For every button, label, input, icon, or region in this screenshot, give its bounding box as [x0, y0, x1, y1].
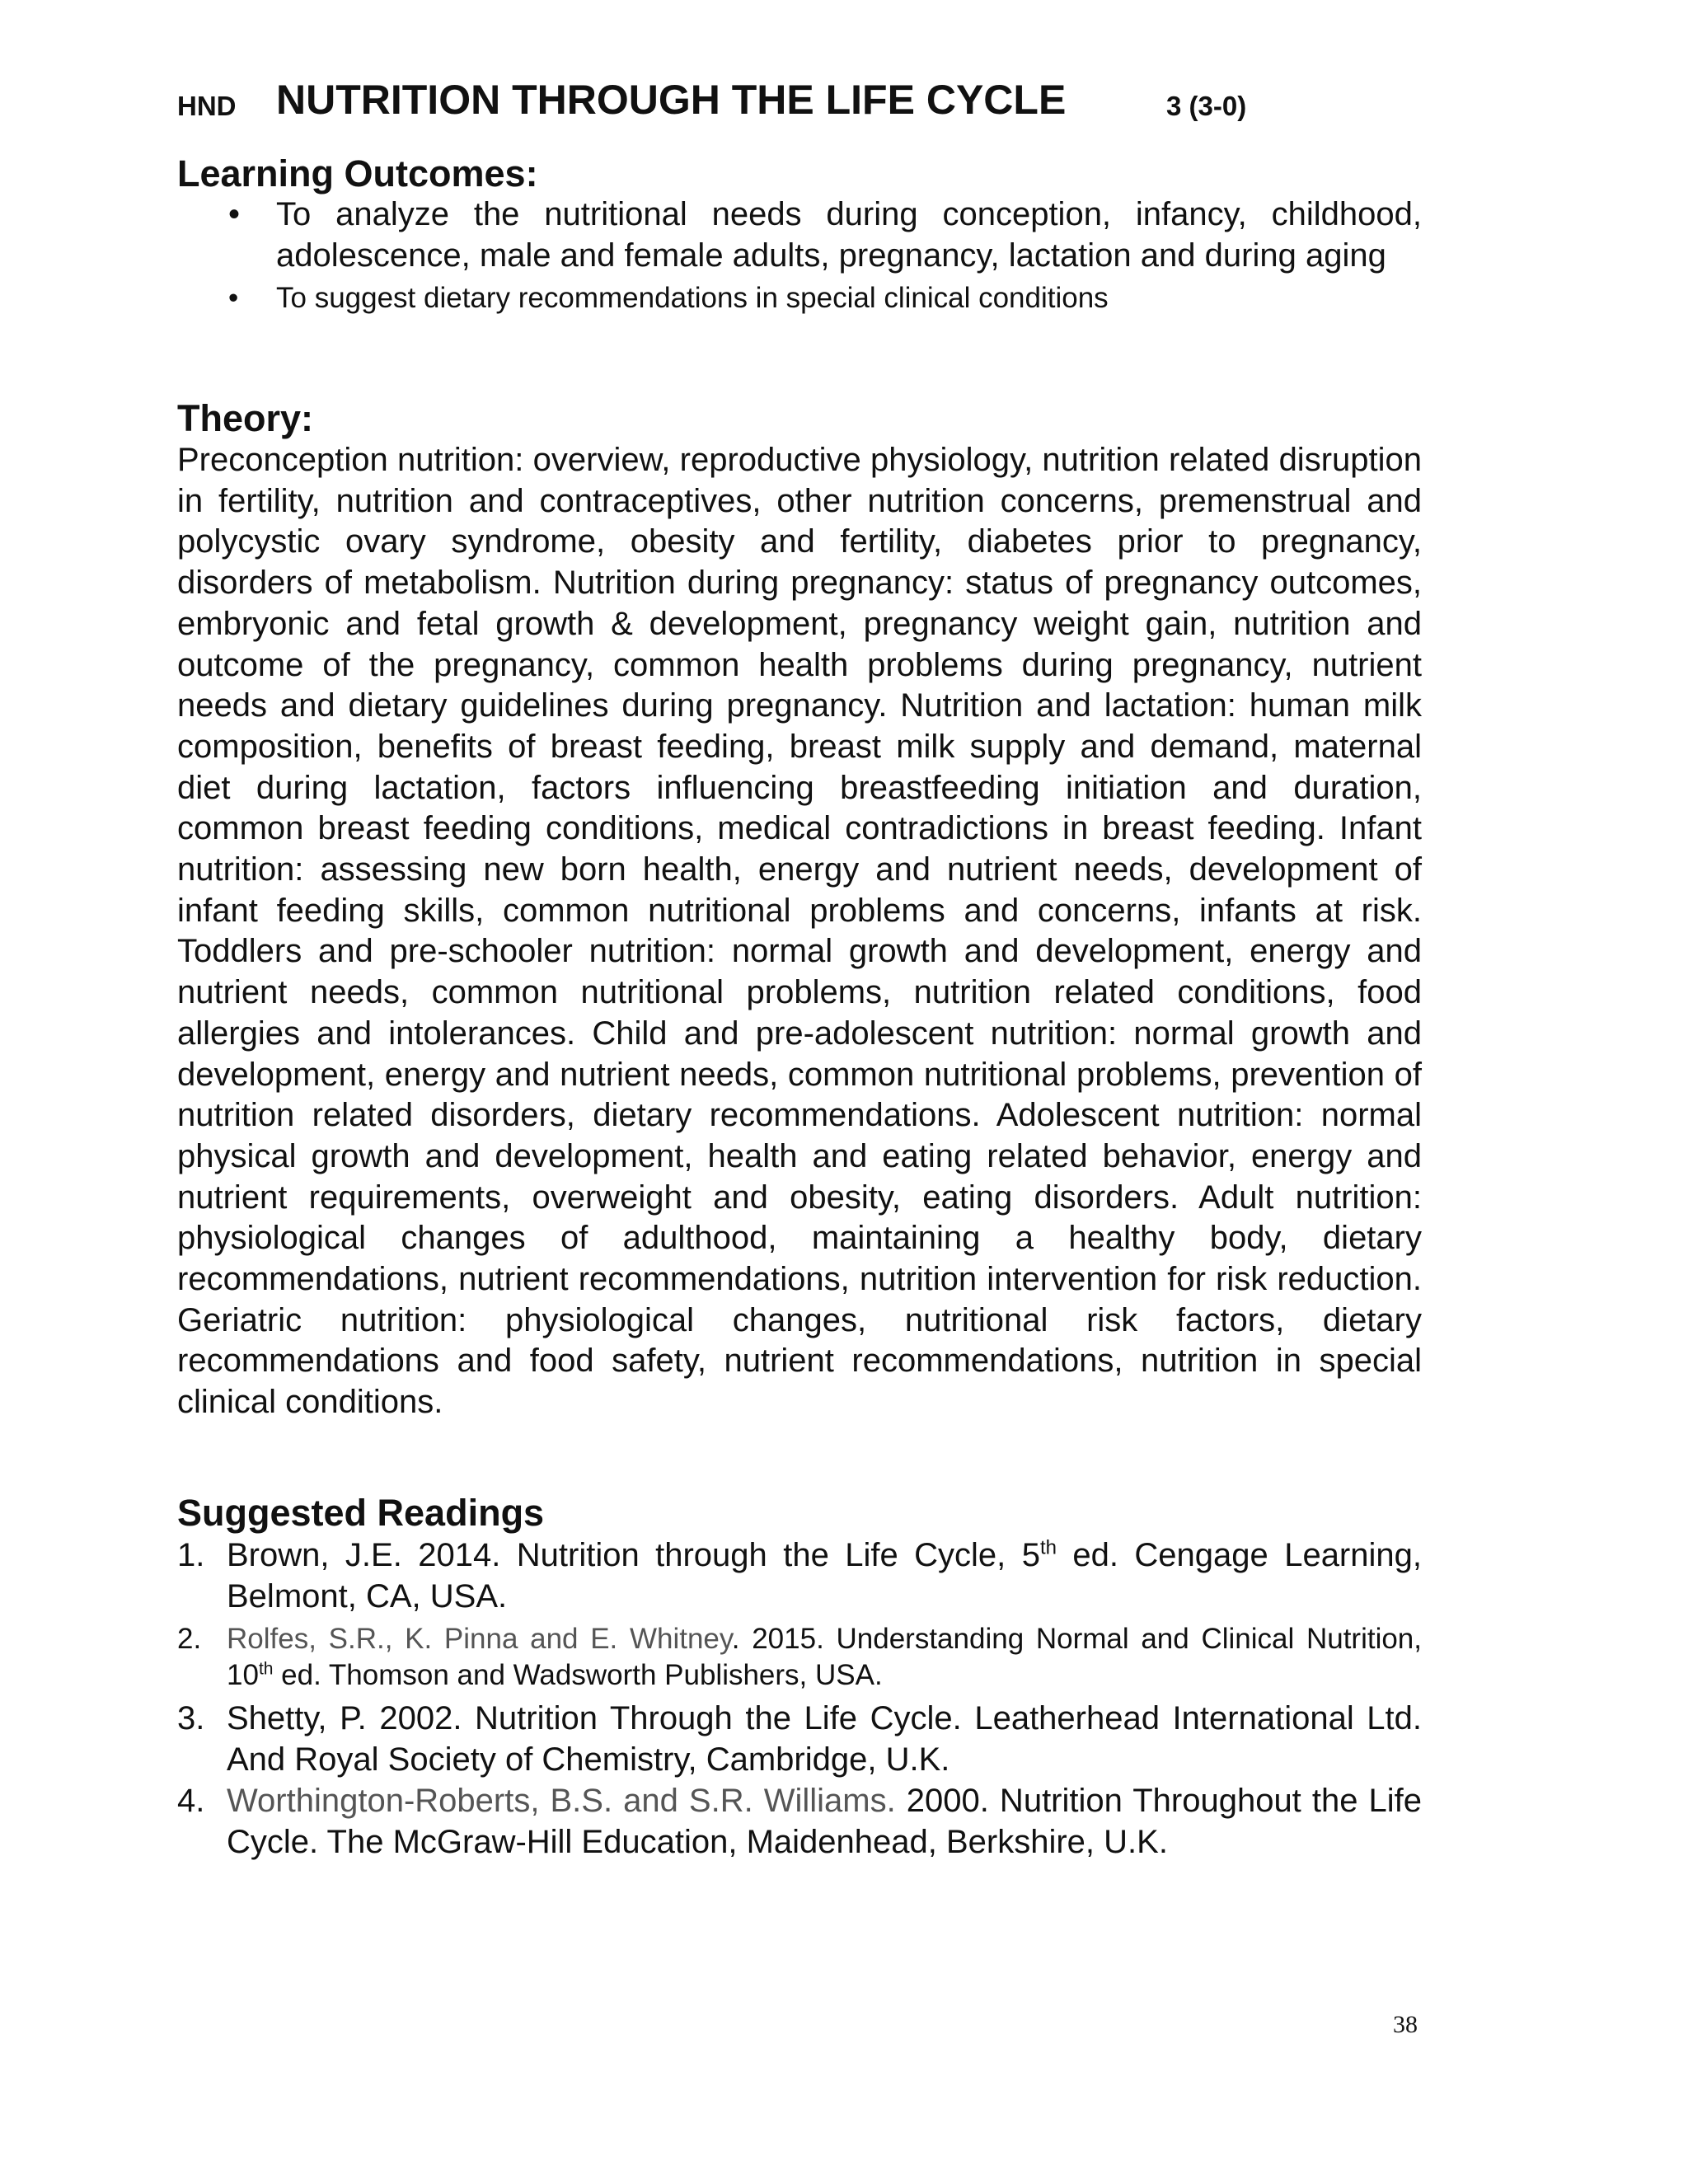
reading-text: 2002. Nutrition Through the Life Cycle. Leatherhead International Ltd. And Royal Society of Chemistry, Cambridge, U.K. — [227, 1700, 1423, 1778]
learning-outcomes-list — [177, 194, 1422, 319]
reading-item — [177, 1780, 1422, 1863]
reading-text: ed. Thomson and Wadsworth Publishers, USA. — [273, 1659, 883, 1691]
reading-text: 2000. Nutrition Throughout the Life Cycle. The McGraw-Hill Education, Maidenhead, Berkshire, U.K. — [227, 1783, 1422, 1860]
reading-number: 2. — [177, 1623, 202, 1655]
course-title: NUTRITION THROUGH THE LIFE CYCLE — [276, 77, 1067, 123]
theory-paragraph: Preconception nutrition: overview, reproductive physiology, nutrition related disruption in fertility, nutrition and contraceptives, other nutrition concerns, premenstrual and polycystic ovary syndrome, obesity and fertility, diabetes prior to pregnancy, disorders of metabolism. Nutrition during pregnancy: status of pregnancy outcomes, embryonic and fetal growth & development, pregnancy weight gain, nutrition and outcome of the pregnancy, common health problems during pregnancy, nutrient needs and dietary guidelines during pregnancy. Nutrition and lactation: human milk composition, benefits of breast feeding, breast milk supply and demand, maternal diet during lactation, factors influencing breastfeeding initiation and duration, common breast feeding conditions, medical contradictions in breast feeding. Infant nutrition: assessing new born health, energy and nutrient needs, development of infant feeding skills, common nutritional problems and concerns, infants at risk. Toddlers and pre-schooler nutrition: normal growth and development, energy and nutrient needs, common nutritional problems, nutrition related conditions, food allergies and intolerances. Child and pre-adolescent nutrition: normal growth and development, energy and nutrient needs, common nutritional problems, prevention of nutrition related disorders, dietary recommendations. Adolescent nutrition: normal physical growth and development, health and eating related behavior, energy and nutrient requirements, overweight and obesity, eating disorders. Adult nutrition: physiological changes of adulthood, maintaining a healthy body, dietary recommendations, nutrient recommendations, nutrition intervention for risk reduction. Geriatric nutrition: physiological changes, nutritional risk factors, dietary recommendations and food safety, nutrient recommendations, nutrition in special clinical conditions. — [177, 442, 1422, 1421]
suggested-readings-list — [177, 1535, 1422, 1863]
reading-text: ed. Cengage Learning, Belmont, CA, USA. — [227, 1537, 1422, 1615]
learning-outcome-text: To suggest dietary recommendations in special clinical conditions — [276, 282, 1109, 314]
reading-item — [177, 1535, 1422, 1617]
reading-number: 3. — [177, 1700, 205, 1736]
reading-text: 2014. Nutrition through the Life Cycle, 5 — [401, 1537, 1040, 1573]
reading-author: Worthington-Roberts, B.S. and S.R. Williams. — [227, 1783, 896, 1819]
reading-superscript: th — [1039, 1536, 1057, 1559]
course-credits: 3 (3-0) — [1166, 91, 1247, 121]
theory-heading: Theory: — [177, 397, 314, 439]
bullet-icon: • — [228, 196, 241, 232]
reading-number: 4. — [177, 1783, 205, 1819]
page-number: 38 — [1393, 2011, 1418, 2038]
reading-author: Brown, J.E. — [227, 1537, 402, 1573]
list-item — [177, 194, 1422, 276]
course-header — [177, 76, 1414, 134]
learning-outcome-text: To analyze the nutritional needs during conception, infancy, childhood, adolescence, male and female adults, pregnancy, lactation and during aging — [276, 196, 1422, 274]
reading-number: 1. — [177, 1537, 205, 1573]
reading-superscript: th — [258, 1659, 274, 1679]
list-item — [177, 278, 1422, 319]
reading-author: Shetty, P. — [227, 1700, 367, 1736]
reading-item — [177, 1698, 1422, 1780]
bullet-icon: • — [228, 282, 239, 314]
course-code: HND — [177, 91, 237, 121]
learning-outcomes-heading: Learning Outcomes: — [177, 152, 538, 194]
reading-text: . 2015. Understanding Normal and Clinical Nutrition, 10 — [227, 1623, 1422, 1691]
suggested-readings-heading: Suggested Readings — [177, 1492, 545, 1534]
reading-item — [177, 1621, 1422, 1694]
reading-author: Rolfes, S.R., K. Pinna and E. Whitney — [227, 1623, 732, 1655]
